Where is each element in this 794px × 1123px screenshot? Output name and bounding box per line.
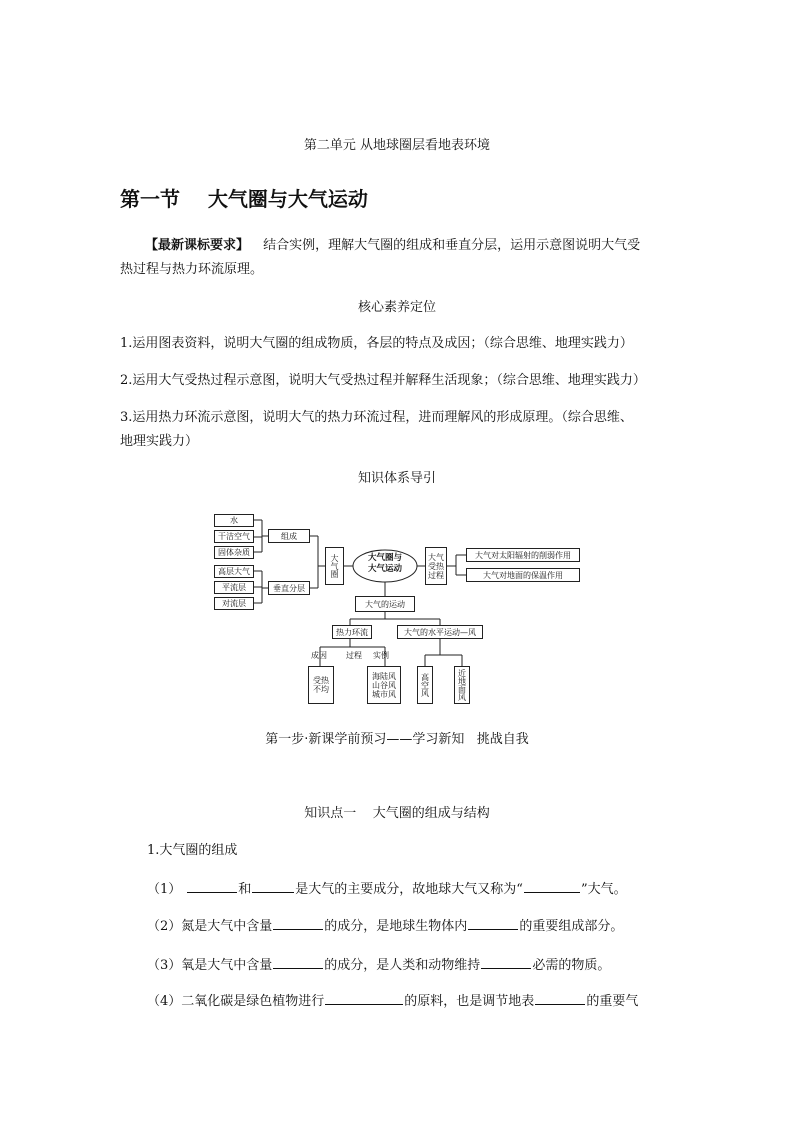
fill-text: 的重要组成部分。 bbox=[519, 919, 624, 934]
box-uneven-heating: 受热不均 bbox=[308, 666, 334, 704]
step-heading: 第一步·新课学前预习——学习新知 挑战自我 bbox=[265, 732, 529, 747]
fill-item-3 bbox=[147, 955, 610, 975]
box-atmospheric-motion: 大气的运动 bbox=[355, 596, 415, 612]
answer-blank[interactable] bbox=[481, 955, 531, 969]
box-surface-wind: 近地面风 bbox=[454, 666, 470, 704]
box-insulation-effect: 大气对地面的保温作用 bbox=[466, 568, 580, 582]
fill-text: 的原料，也是调节地表 bbox=[404, 994, 535, 1009]
answer-blank[interactable] bbox=[524, 879, 580, 893]
fill-num: （1） bbox=[147, 882, 182, 897]
core-item-2: 2.运用大气受热过程示意图，说明大气受热过程并解释生活现象；（综合思维、地理实践力） bbox=[120, 373, 646, 388]
box-water: 水 bbox=[214, 514, 254, 527]
example-sea-land: 海陆风 bbox=[372, 671, 396, 681]
fill-item-1 bbox=[147, 879, 627, 899]
core-item-3: 3.运用热力环流示意图，说明大气的热力环流过程，进而理解风的形成原理。（综合思维、 bbox=[120, 410, 633, 425]
fill-text: ”大气。 bbox=[580, 882, 627, 897]
box-thermal-circulation: 热力环流 bbox=[332, 625, 372, 639]
requirement-line2: 热过程与热力环流原理。 bbox=[120, 262, 264, 277]
fill-text: 是大气的主要成分，故地球大气又称为“ bbox=[295, 882, 523, 897]
box-dry-air: 干洁空气 bbox=[214, 530, 254, 543]
requirement-text: 结合实例，理解大气圈的组成和垂直分层，运用示意图说明大气受 bbox=[263, 238, 641, 253]
fill-text: 和 bbox=[238, 882, 252, 897]
fill-text: 氧是大气中含量 bbox=[181, 958, 273, 973]
core-heading: 核心素养定位 bbox=[357, 300, 436, 315]
fill-text: 氮是大气中含量 bbox=[181, 919, 273, 934]
knowledge-heading: 知识体系导引 bbox=[357, 471, 436, 486]
answer-blank[interactable] bbox=[535, 991, 585, 1005]
center-line1: 大气圈与 bbox=[367, 553, 402, 563]
box-atmosphere: 大气圈 bbox=[325, 547, 344, 585]
box-heating-process: 大气受热过程 bbox=[425, 547, 447, 585]
center-line2: 大气运动 bbox=[367, 564, 402, 574]
fill-text: 必需的物质。 bbox=[532, 958, 611, 973]
core-item-1: 1.运用图表资料，说明大气圈的组成物质，各层的特点及成因；（综合思维、地理实践力） bbox=[120, 336, 633, 351]
section-title: 第一节 大气圈与大气运动 bbox=[120, 187, 368, 211]
answer-blank[interactable] bbox=[468, 916, 518, 930]
label-process: 过程 bbox=[346, 651, 362, 660]
fill-text: 的成分，是地球生物体内 bbox=[324, 919, 468, 934]
point-heading: 知识点一 大气圈的组成与结构 bbox=[304, 806, 490, 821]
answer-blank[interactable] bbox=[273, 916, 323, 930]
fill-text: 的重要气 bbox=[586, 994, 639, 1009]
answer-blank[interactable] bbox=[187, 879, 237, 893]
box-weakening-effect: 大气对太阳辐射的削弱作用 bbox=[466, 548, 580, 562]
label-example: 实例 bbox=[373, 651, 389, 660]
box-upper-atmosphere: 高层大气 bbox=[214, 565, 254, 578]
example-valley: 山谷风 bbox=[372, 680, 396, 690]
answer-blank[interactable] bbox=[252, 879, 294, 893]
answer-blank[interactable] bbox=[273, 955, 323, 969]
sub-heading: 1.大气圈的组成 bbox=[147, 843, 238, 858]
box-horizontal-motion: 大气的水平运动—风 bbox=[397, 625, 483, 639]
box-stratosphere: 平流层 bbox=[214, 581, 254, 594]
box-examples bbox=[367, 666, 401, 704]
example-city: 城市风 bbox=[372, 689, 396, 699]
fill-item-2 bbox=[147, 916, 623, 936]
box-composition: 组成 bbox=[268, 529, 310, 543]
box-troposphere: 对流层 bbox=[214, 597, 254, 610]
answer-blank[interactable] bbox=[325, 991, 403, 1005]
box-solid-impurities: 固体杂质 bbox=[214, 546, 254, 559]
box-high-altitude-wind: 高空风 bbox=[417, 666, 433, 704]
fill-num: （3） bbox=[147, 958, 182, 973]
box-vertical-layers: 垂直分层 bbox=[268, 581, 310, 595]
requirement-tag: 【最新课标要求】 bbox=[145, 238, 250, 253]
fill-item-4 bbox=[147, 991, 638, 1011]
fill-num: （2） bbox=[147, 919, 182, 934]
fill-num: （4） bbox=[147, 994, 182, 1009]
unit-title: 第二单元 从地球圈层看地表环境 bbox=[303, 138, 491, 153]
fill-text: 的成分，是人类和动物维持 bbox=[324, 958, 481, 973]
core-item-4: 地理实践力） bbox=[120, 434, 199, 449]
fill-text: 二氧化碳是绿色植物进行 bbox=[181, 994, 325, 1009]
label-cause: 成因 bbox=[311, 651, 327, 660]
